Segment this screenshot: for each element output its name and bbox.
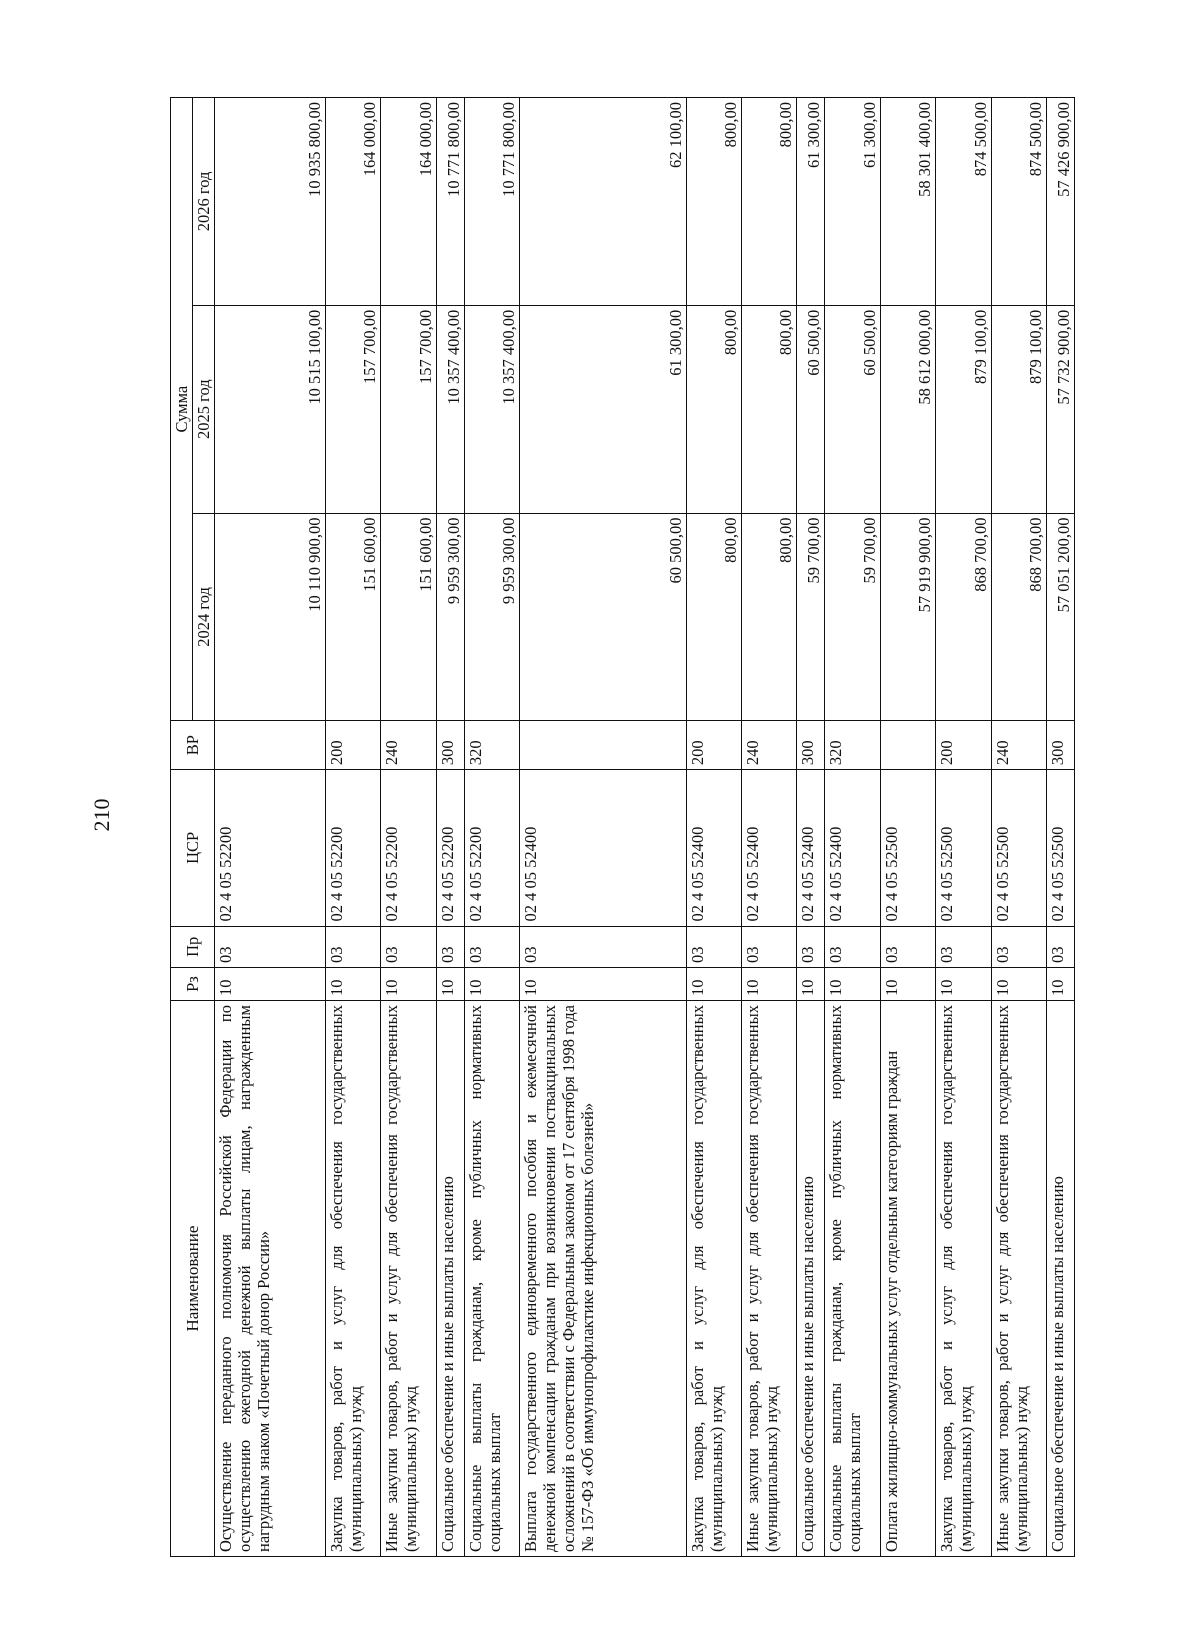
row-value-2024: 59 700,00	[825, 513, 880, 721]
row-vr: 240	[991, 721, 1046, 770]
header-rz: Рз	[171, 968, 215, 1001]
row-value-2026: 874 500,00	[936, 98, 991, 306]
row-value-2024: 800,00	[742, 513, 797, 721]
row-csr: 02 4 05 52400	[797, 770, 825, 926]
row-csr: 02 4 05 52500	[991, 770, 1046, 926]
row-vr: 300	[1047, 721, 1075, 770]
row-csr: 02 4 05 52400	[520, 770, 686, 926]
row-rz: 10	[464, 968, 519, 1001]
row-name: Социальное обеспечение и иные выплаты населению	[797, 1001, 825, 1557]
row-name: Закупка товаров, работ и услуг для обеспечения государственных (муниципальных) нужд	[325, 1001, 380, 1557]
row-csr: 02 4 05 52200	[436, 770, 464, 926]
header-row-top	[171, 98, 193, 1557]
row-value-2026: 58 301 400,00	[880, 98, 935, 306]
row-csr: 02 4 05 52200	[381, 770, 436, 926]
table-row	[880, 98, 935, 1557]
row-value-2026: 61 300,00	[797, 98, 825, 306]
row-value-2025: 60 500,00	[825, 305, 880, 513]
row-rz: 10	[381, 968, 436, 1001]
row-name: Социальные выплаты гражданам, кроме публичных нормативных социальных выплат	[464, 1001, 519, 1557]
row-pr: 03	[797, 926, 825, 968]
row-name: Выплата государственного единовременного пособия и ежемесячной денежной компенсации гражданам при возникновении поствакцинальных осложнений в соответствии с Федеральным законом от 17 сентября 1998 года № 157-ФЗ «Об иммунопрофилактике инфекционных болезней»	[520, 1001, 686, 1557]
row-pr: 03	[520, 926, 686, 968]
table-row	[797, 98, 825, 1557]
row-value-2024: 9 959 300,00	[464, 513, 519, 721]
row-vr: 200	[936, 721, 991, 770]
row-vr	[215, 721, 326, 770]
header-sum: Сумма	[171, 98, 193, 721]
header-year-2025: 2025 год	[193, 305, 215, 513]
row-value-2025: 879 100,00	[991, 305, 1046, 513]
table-row	[381, 98, 436, 1557]
row-rz: 10	[686, 968, 741, 1001]
row-vr: 200	[325, 721, 380, 770]
table-row	[1047, 98, 1075, 1557]
row-value-2026: 800,00	[742, 98, 797, 306]
table-body	[215, 98, 1075, 1557]
table-row	[991, 98, 1046, 1557]
row-value-2025: 157 700,00	[381, 305, 436, 513]
row-vr	[880, 721, 935, 770]
table-row	[215, 98, 326, 1557]
row-value-2026: 874 500,00	[991, 98, 1046, 306]
row-csr: 02 4 05 52500	[880, 770, 935, 926]
row-vr: 200	[686, 721, 741, 770]
budget-table	[170, 97, 1075, 1557]
row-name: Социальное обеспечение и иные выплаты населению	[1047, 1001, 1075, 1557]
row-vr	[520, 721, 686, 770]
row-value-2024: 868 700,00	[936, 513, 991, 721]
row-value-2024: 151 600,00	[325, 513, 380, 721]
table-row	[325, 98, 380, 1557]
row-name: Закупка товаров, работ и услуг для обеспечения государственных (муниципальных) нужд	[686, 1001, 741, 1557]
row-value-2025: 10 357 400,00	[436, 305, 464, 513]
header-vr: ВР	[171, 721, 215, 770]
row-value-2025: 10 515 100,00	[215, 305, 326, 513]
row-csr: 02 4 05 52200	[325, 770, 380, 926]
row-pr: 03	[381, 926, 436, 968]
header-year-2024: 2024 год	[193, 513, 215, 721]
row-vr: 240	[381, 721, 436, 770]
row-value-2026: 10 771 800,00	[436, 98, 464, 306]
row-value-2025: 800,00	[742, 305, 797, 513]
row-pr: 03	[742, 926, 797, 968]
header-name: Наименование	[171, 1001, 215, 1557]
row-name: Иные закупки товаров, работ и услуг для обеспечения государственных (муниципальных) нужд	[991, 1001, 1046, 1557]
row-pr: 03	[464, 926, 519, 968]
row-csr: 02 4 05 52400	[825, 770, 880, 926]
row-rz: 10	[215, 968, 326, 1001]
header-csr: ЦСР	[171, 770, 215, 926]
table-row	[686, 98, 741, 1557]
row-csr: 02 4 05 52200	[215, 770, 326, 926]
row-value-2026: 62 100,00	[520, 98, 686, 306]
row-value-2024: 800,00	[686, 513, 741, 721]
row-value-2026: 800,00	[686, 98, 741, 306]
row-value-2026: 61 300,00	[825, 98, 880, 306]
row-csr: 02 4 05 52400	[742, 770, 797, 926]
row-rz: 10	[825, 968, 880, 1001]
row-pr: 03	[936, 926, 991, 968]
table-row	[436, 98, 464, 1557]
table-row	[464, 98, 519, 1557]
header-pr: Пр	[171, 926, 215, 968]
table-row	[742, 98, 797, 1557]
row-pr: 03	[991, 926, 1046, 968]
row-value-2025: 57 732 900,00	[1047, 305, 1075, 513]
page-number: 210	[89, 798, 114, 832]
row-value-2025: 157 700,00	[325, 305, 380, 513]
row-value-2026: 164 000,00	[381, 98, 436, 306]
row-name: Закупка товаров, работ и услуг для обеспечения государственных (муниципальных) нужд	[936, 1001, 991, 1557]
row-name: Иные закупки товаров, работ и услуг для обеспечения государственных (муниципальных) нужд	[381, 1001, 436, 1557]
row-pr: 03	[215, 926, 326, 968]
row-pr: 03	[436, 926, 464, 968]
row-vr: 300	[436, 721, 464, 770]
row-rz: 10	[936, 968, 991, 1001]
row-name: Осуществление переданного полномочия Российской Федерации по осуществлению ежегодной денежной выплаты лицам, награжденным нагрудным знаком «Почетный донор России»	[215, 1001, 326, 1557]
row-value-2026: 164 000,00	[325, 98, 380, 306]
row-value-2025: 800,00	[686, 305, 741, 513]
row-name: Социальное обеспечение и иные выплаты населению	[436, 1001, 464, 1557]
row-value-2025: 58 612 000,00	[880, 305, 935, 513]
row-name: Социальные выплаты гражданам, кроме публичных нормативных социальных выплат	[825, 1001, 880, 1557]
row-rz: 10	[1047, 968, 1075, 1001]
row-csr: 02 4 05 52200	[464, 770, 519, 926]
row-value-2024: 10 110 900,00	[215, 513, 326, 721]
row-pr: 03	[880, 926, 935, 968]
row-value-2025: 61 300,00	[520, 305, 686, 513]
table-row	[936, 98, 991, 1557]
row-pr: 03	[825, 926, 880, 968]
row-value-2025: 879 100,00	[936, 305, 991, 513]
row-rz: 10	[991, 968, 1046, 1001]
row-pr: 03	[686, 926, 741, 968]
row-value-2025: 10 357 400,00	[464, 305, 519, 513]
row-rz: 10	[436, 968, 464, 1001]
table-row	[520, 98, 686, 1557]
row-name: Иные закупки товаров, работ и услуг для обеспечения государственных (муниципальных) нужд	[742, 1001, 797, 1557]
row-value-2024: 151 600,00	[381, 513, 436, 721]
row-value-2024: 868 700,00	[991, 513, 1046, 721]
row-value-2024: 9 959 300,00	[436, 513, 464, 721]
row-vr: 240	[742, 721, 797, 770]
row-value-2024: 57 919 900,00	[880, 513, 935, 721]
header-year-2026: 2026 год	[193, 98, 215, 306]
row-rz: 10	[742, 968, 797, 1001]
row-rz: 10	[880, 968, 935, 1001]
row-value-2026: 10 935 800,00	[215, 98, 326, 306]
row-value-2024: 60 500,00	[520, 513, 686, 721]
row-pr: 03	[1047, 926, 1075, 968]
row-csr: 02 4 05 52500	[936, 770, 991, 926]
row-vr: 320	[825, 721, 880, 770]
row-pr: 03	[325, 926, 380, 968]
row-rz: 10	[325, 968, 380, 1001]
row-rz: 10	[520, 968, 686, 1001]
row-value-2024: 57 051 200,00	[1047, 513, 1075, 721]
row-value-2025: 60 500,00	[797, 305, 825, 513]
row-name: Оплата жилищно-коммунальных услуг отдельным категориям граждан	[880, 1001, 935, 1557]
row-csr: 02 4 05 52500	[1047, 770, 1075, 926]
row-vr: 300	[797, 721, 825, 770]
row-vr: 320	[464, 721, 519, 770]
row-rz: 10	[797, 968, 825, 1001]
rotated-table-container	[170, 97, 1075, 1557]
row-value-2026: 57 426 900,00	[1047, 98, 1075, 306]
row-csr: 02 4 05 52400	[686, 770, 741, 926]
table-row	[825, 98, 880, 1557]
row-value-2024: 59 700,00	[797, 513, 825, 721]
row-value-2026: 10 771 800,00	[464, 98, 519, 306]
